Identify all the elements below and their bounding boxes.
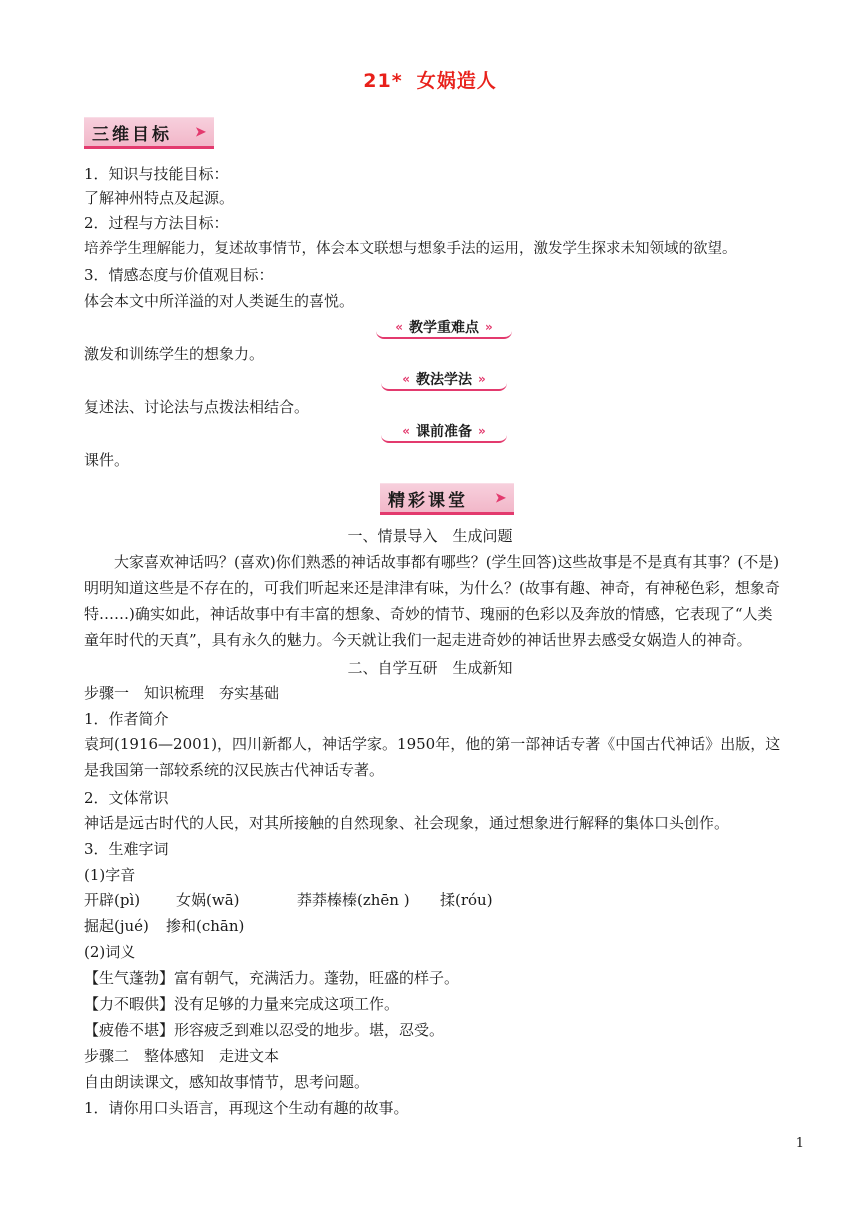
pronunciation-item: 莽莽榛榛(zhēn ) [297,891,410,909]
section-heading: 一、情景导入 生成问题 [347,527,513,545]
double-chevron-left-icon: « [402,424,410,438]
question-item: 1．请你用口头语言，再现这个生动有趣的故事。 [84,1099,409,1117]
goal-line: 2．过程与方法目标： [84,214,229,232]
arrow-icon: ➤ [195,124,206,140]
lesson-title: 女娲造人 [416,70,497,92]
pronunciation-item: 掘起(jué) [84,917,149,935]
goal-line: 1．知识与技能目标： [84,165,229,183]
goal-line: 体会本文中所洋溢的对人类诞生的喜悦。 [84,292,355,310]
author-text: 袁珂(1916—2001)，四川新都人，神话学家。1950年，他的第一部神话专著《中国古代神话》出版，这是我国第一部较系统的汉民族古代神话专著。 [84,735,781,779]
key-points-text: 激发和训练学生的想象力。 [84,345,265,363]
lesson-number: 21* [363,70,403,92]
goal-line: 了解神州特点及起源。 [84,189,235,207]
page-title [0,66,860,93]
double-chevron-left-icon: « [395,320,403,334]
arrow-icon: ➤ [495,490,506,506]
meaning-heading: (2)词义 [84,943,136,961]
key-points-label: 教学重难点 [409,320,479,336]
goal-line: 培养学生理解能力，复述故事情节，体会本文联想与想象手法的运用，激发学生探求未知领域的欲望。 [84,241,737,257]
author-heading: 1．作者简介 [84,710,169,728]
step2-intro: 自由朗读课文，感知故事情节，思考问题。 [84,1073,370,1091]
intro-paragraph: 大家喜欢神话吗？(喜欢)你们熟悉的神话故事都有哪些？(学生回答)这些故事是不是真有其事？(不是)明明知道这些是不存在的，可我们听起来还是津津有味，为什么？(故事有趣、神奇，有神秘色彩，想象奇特……)确实如此，神话故事中有丰富的想象、奇妙的情节、瑰丽的色彩以及奔放的情感，它表现了“人类童年时代的天真”，具有永久的魅力。今天就让我们一起走进奇妙的神话世界去感受女娲造人的神奇。 [84,553,780,649]
genre-heading: 2．文体常识 [84,789,169,807]
double-chevron-right-icon: » [478,424,486,438]
page-number: 1 [795,1136,804,1151]
preparation-text: 课件。 [84,451,130,469]
double-chevron-left-icon: « [402,372,410,386]
meaning-item: 【力不暇供】没有足够的力量来完成这项工作。 [84,995,400,1013]
section-heading: 二、自学互研 生成新知 [347,659,513,677]
methods-header [381,369,507,391]
methods-text: 复述法、讨论法与点拨法相结合。 [84,398,310,416]
meaning-item: 【疲倦不堪】形容疲乏到难以忍受的地步。堪，忍受。 [84,1021,445,1039]
methods-label: 教法学法 [416,372,472,388]
classroom-banner [380,483,514,515]
pronunciation-item: 掺和(chān) [166,917,245,935]
pronunciation-item: 开辟(pì) [84,891,141,909]
double-chevron-right-icon: » [485,320,493,334]
step-heading: 步骤一 知识梳理 夯实基础 [84,684,280,702]
vocab-heading: 3．生难字词 [84,840,169,858]
key-points-header [376,317,512,339]
genre-text: 神话是远古时代的人民，对其所接触的自然现象、社会现象，通过想象进行解释的集体口头创作。 [84,814,730,832]
goals-banner [84,117,214,149]
double-chevron-right-icon: » [478,372,486,386]
pronunciation-heading: (1)字音 [84,866,136,884]
step-heading: 步骤二 整体感知 走进文本 [84,1047,280,1065]
classroom-banner-label: 精彩课堂 [388,490,468,511]
meaning-item: 【生气蓬勃】富有朝气，充满活力。蓬勃，旺盛的样子。 [84,969,460,987]
preparation-label: 课前准备 [416,424,472,440]
goals-banner-label: 三维目标 [92,124,172,145]
pronunciation-item: 揉(róu) [440,891,493,909]
goal-line: 3．情感态度与价值观目标： [84,266,274,284]
pronunciation-item: 女娲(wā) [176,891,240,909]
preparation-header [381,421,507,443]
